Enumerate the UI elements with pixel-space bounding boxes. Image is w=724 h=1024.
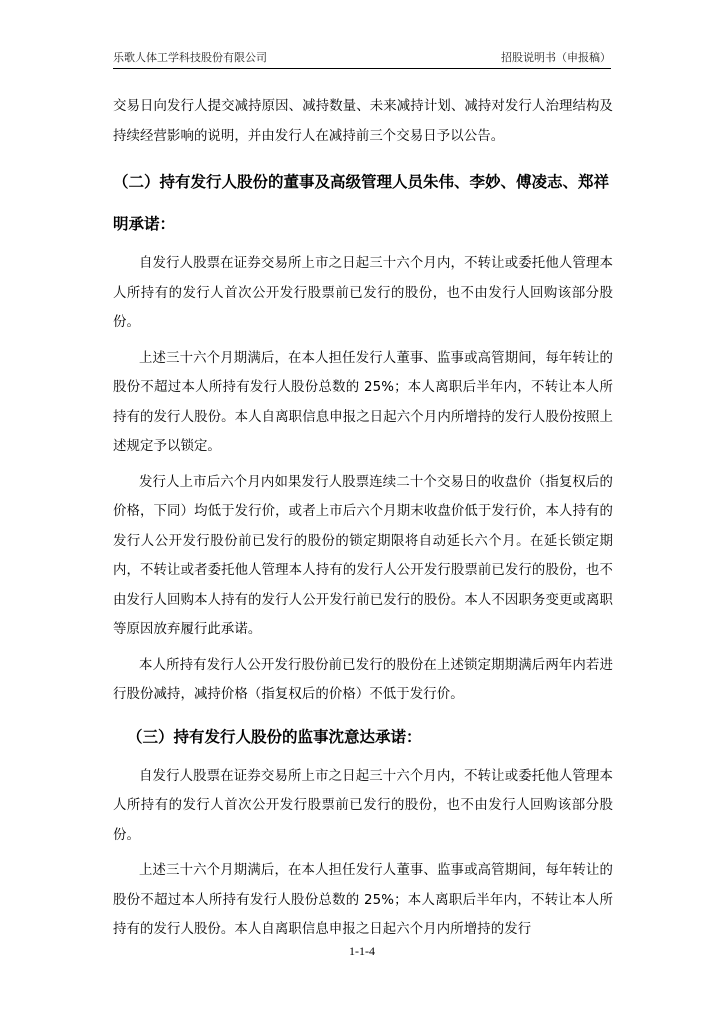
section-two-paragraph-3: 发行人上市后六个月内如果发行人股票连续二十个交易日的收盘价（指复权后的价格，下同）均低于发行价，或者上市后六个月期末收盘价低于发行价，本人持有的发行人公开发行股份前已发行的股份的锁定期限将自动延长六个月。在延长锁定期内，不转让或者委托他人管理本人持有的发行人公开发行股票前已发行的股份，也不由发行人回购本人持有的发行人公开发行前已发行的股份。本人不因职务变更或离职等原因放弃履行此承诺。 — [113, 474, 613, 637]
section-heading-two: （二）持有发行人股份的董事及高级管理人员朱伟、李妙、傅凌志、郑祥明承诺： — [113, 173, 610, 233]
section-heading-three: （三）持有发行人股份的监事沈意达承诺： — [127, 727, 422, 746]
header-document-title: 招股说明书（申报稿） — [501, 51, 611, 64]
section-three-paragraph-2: 上述三十六个月期满后，在本人担任发行人董事、监事或高管期间，每年转让的股份不超过本人所持有发行人股份总数的 25%；本人离职后半年内，不转让本人所持有的发行人股份。本人自离职信息申报之日起六个月内所增持的发行 — [113, 863, 613, 937]
intro-paragraph: 交易日向发行人提交减持原因、减持数量、未来减持计划、减持对发行人治理结构及持续经营影响的说明，并由发行人在减持前三个交易日予以公告。 — [113, 99, 613, 144]
section-three-paragraph-1: 自发行人股票在证券交易所上市之日起三十六个月内，不转让或委托他人管理本人所持有的发行人首次公开发行股票前已发行的股份，也不由发行人回购该部分股份。 — [113, 768, 613, 843]
section-two-paragraph-2: 上述三十六个月期满后，在本人担任发行人董事、监事或高管期间，每年转让的股份不超过本人所持有发行人股份总数的 25%；本人离职后半年内，不转让本人所持有的发行人股份。本人自离职信息申报之日起六个月内所增持的发行人股份按照上述规定予以锁定。 — [113, 350, 613, 454]
section-two-paragraph-1: 自发行人股票在证券交易所上市之日起三十六个月内，不转让或委托他人管理本人所持有的发行人首次公开发行股票前已发行的股份，也不由发行人回购该部分股份。 — [113, 256, 613, 330]
header-company-name: 乐歌人体工学科技股份有限公司 — [113, 51, 267, 64]
section-two-paragraph-4: 本人所持有发行人公开发行股份前已发行的股份在上述锁定期期满后两年内若进行股份减持，减持价格（指复权后的价格）不低于发行价。 — [113, 657, 613, 702]
page-header — [113, 50, 611, 66]
document-body — [113, 92, 613, 945]
header-divider — [113, 68, 611, 69]
page-number: 1-1-4 — [349, 944, 375, 958]
